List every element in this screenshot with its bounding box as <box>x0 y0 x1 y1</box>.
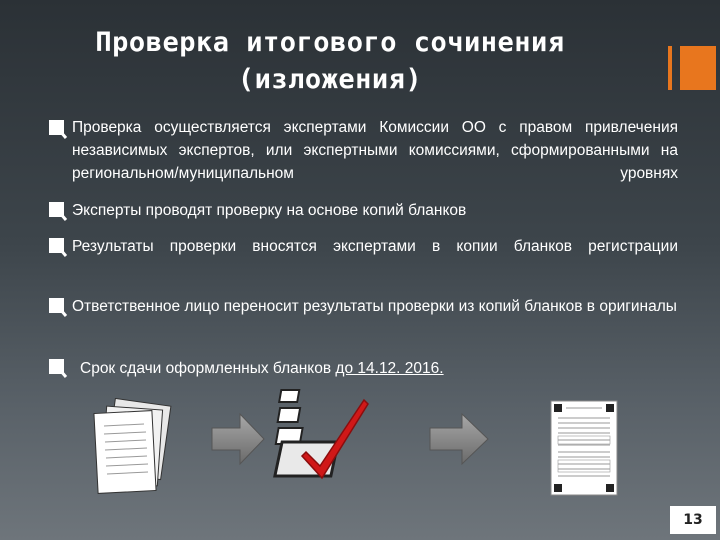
checklist-checkmark-icon <box>268 386 376 488</box>
slide-title: Проверка итогового сочинения (изложения) <box>95 27 565 95</box>
bullet-text: Проверка осуществляется экспертами Комиссии ОО с правом привлечения независимых экспертов, или экспертными комиссиями, сформированными на региональном/муниципальном уровнях <box>72 119 678 182</box>
checkbox-square-icon <box>47 236 69 258</box>
checkbox-square-icon <box>47 357 69 379</box>
deadline-date: до 14.12. 2016. <box>335 360 444 377</box>
deadline-text <box>80 357 686 381</box>
bullet-text: Ответственное лицо переносит результаты проверки из копий бланков в оригиналы <box>72 298 677 315</box>
deadline-label: Срок сдачи оформленных бланков <box>80 360 336 377</box>
bullet-text: Эксперты проводят проверку на основе копий бланков <box>72 202 467 219</box>
form-document-icon <box>550 400 618 496</box>
accent-bar <box>668 46 672 90</box>
right-arrow-icon <box>428 412 490 466</box>
checkbox-square-icon <box>47 118 69 140</box>
accent-square <box>680 46 716 90</box>
checkbox-square-icon <box>47 296 69 318</box>
bullet-text: Результаты проверки вносятся экспертами в копии бланков регистрации <box>72 238 678 255</box>
documents-stack-icon <box>92 398 172 496</box>
checkbox-square-icon <box>47 200 69 222</box>
page-number: 13 <box>670 506 716 534</box>
right-arrow-icon <box>210 412 266 466</box>
